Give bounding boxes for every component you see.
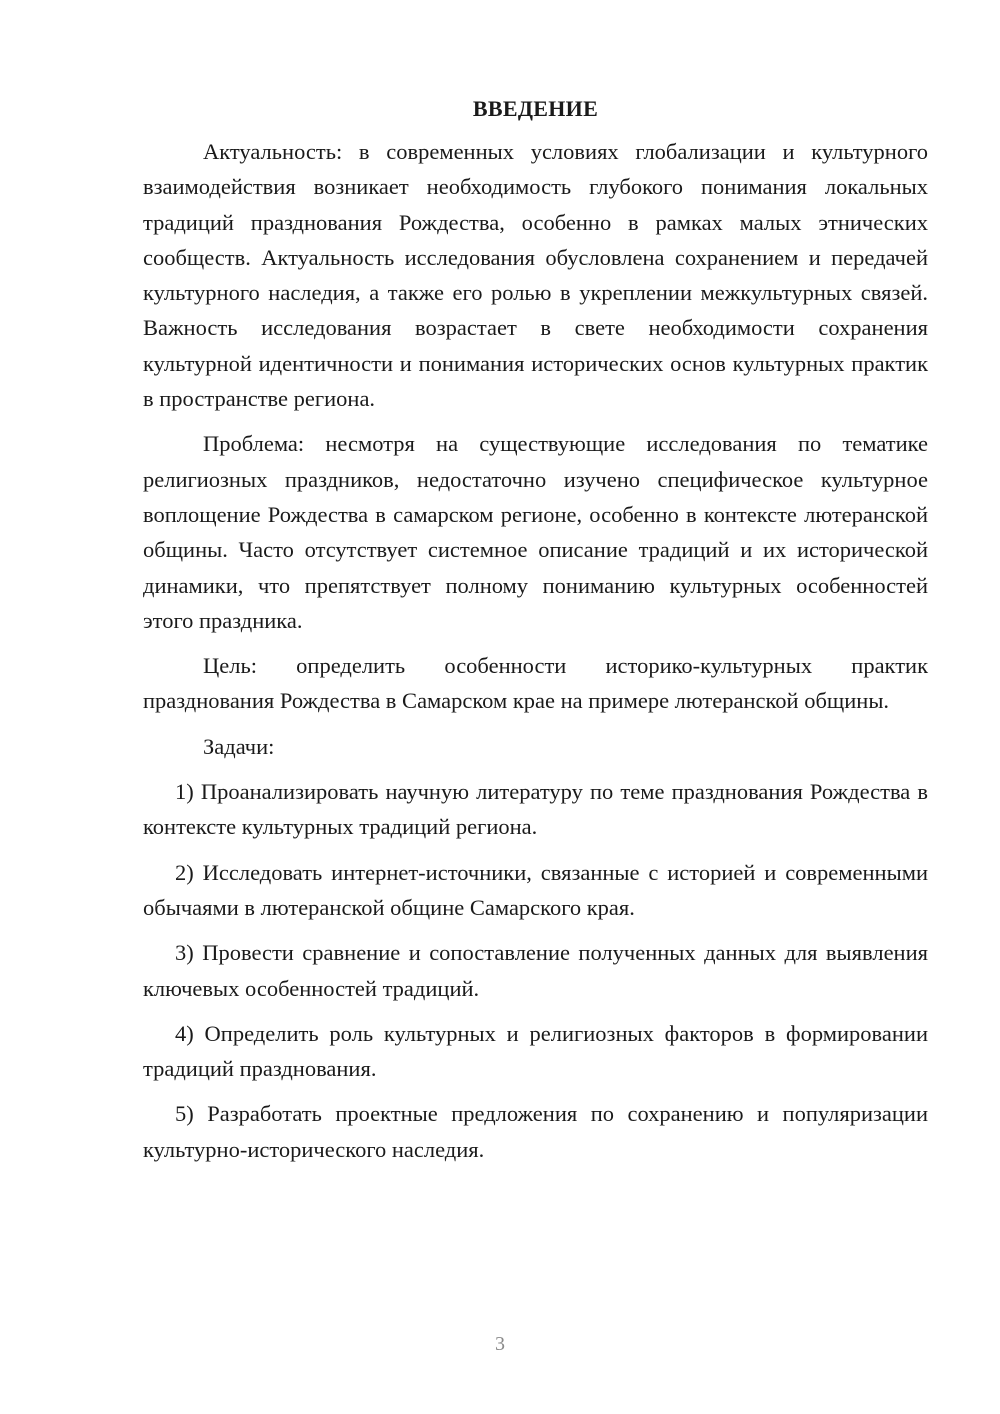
task-item-1: 1) Проанализировать научную литературу по теме празднования Рождества в контексте культурных традиций региона. (143, 779, 928, 840)
paragraph-problem: Проблема: несмотря на существующие исследования по тематике религиозных праздников, недостаточно изучено специфическое культурное воплощение Рождества в самарском регионе, особенно в контексте лютеранской общины. Часто отсутствует системное описание традиций и их исторической динамики, что препятствует полному пониманию культурных особенностей этого праздника. (143, 431, 928, 633)
tasks-label: Задачи: (203, 733, 275, 759)
task-item-4: 4) Определить роль культурных и религиозных факторов в формировании традиций празднования. (143, 1020, 928, 1082)
task-item-3: 3) Провести сравнение и сопоставление полученных данных для выявления ключевых особенностей традиций. (143, 940, 928, 1001)
section-heading: ВВЕДЕНИЕ (472, 96, 599, 121)
paragraph-relevance: Актуальность: в современных условиях глобализации и культурного взаимодействия возникает необходимость глубокого понимания локальных традиций празднования Рождества, особенно в рамках малых этнических сообществ. Актуальность исследования обусловлена сохранением и передачей культурного наследия, а также его ролью в укреплении межкультурных связей. Важность исследования возрастает в свете необходимости сохранения культурной идентичности и понимания исторических основ культурных практик в пространстве региона. (143, 139, 928, 412)
page-number: 3 (495, 1333, 505, 1355)
task-item-5: 5) Разработать проектные предложения по сохранению и популяризации культурно-исторического наследия. (143, 1101, 928, 1162)
task-item-2: 2) Исследовать интернет-источники, связанные с историей и современными обычаями в лютеранской общине Самарского края. (143, 859, 928, 920)
paragraph-goal: Цель: определить особенности историко-культурных практик празднования Рождества в Самарском крае на примере лютеранской общины. (143, 653, 928, 714)
document-page (143, 94, 928, 1167)
